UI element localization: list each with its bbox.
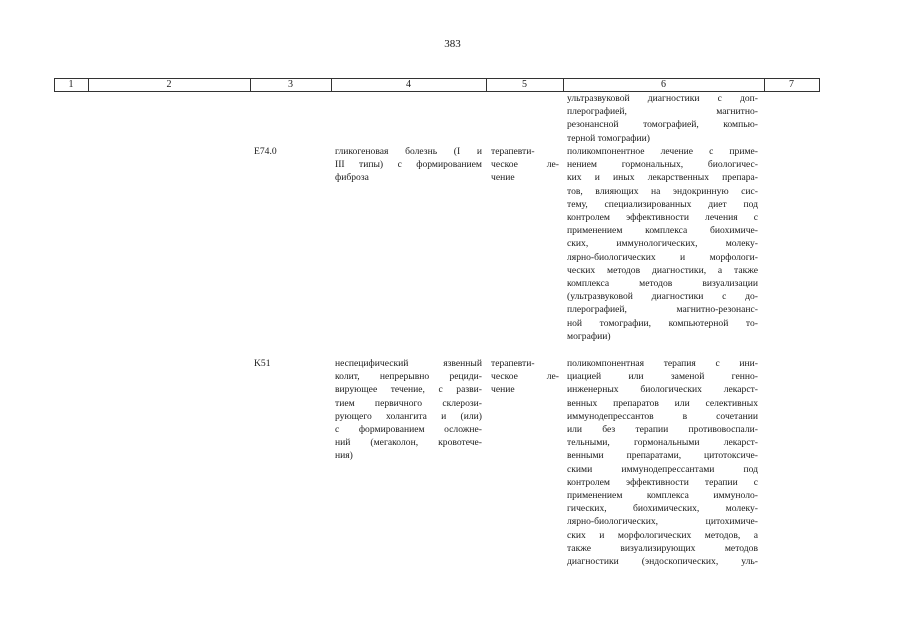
disease-code: K51 xyxy=(254,358,271,369)
text-line: ческое ле- xyxy=(491,159,559,171)
text-line: применением комплекса иммуноло- xyxy=(567,490,758,502)
text-line: резонансной томографией, компью- xyxy=(567,119,758,131)
treatment-type-cell xyxy=(491,145,559,185)
text-line: ультразвуковой диагностики с доп- xyxy=(567,93,758,104)
text-line: тему, специализированных диет под xyxy=(567,198,758,210)
text-line: с формированием осложне- xyxy=(335,424,482,436)
disease-code: E74.0 xyxy=(254,146,277,157)
text-line: III типы) с формированием xyxy=(335,159,482,171)
text-line: нением гормональных, биологичес- xyxy=(567,159,758,171)
text-line: тов, влияющих на эндокринную сис- xyxy=(567,185,758,197)
text-line: фиброза xyxy=(335,172,369,184)
text-line: диагностики (эндоскопических, уль- xyxy=(567,556,758,568)
header-col-7: 7 xyxy=(789,79,794,90)
text-line: плерографией, магнитно- xyxy=(567,106,758,118)
text-line: поликомпонентное лечение с приме- xyxy=(567,146,758,157)
text-line: контролем эффективности терапии с xyxy=(567,476,758,488)
text-line: мографии) xyxy=(567,330,611,342)
text-line: контролем эффективности лечения с xyxy=(567,212,758,224)
column-divider xyxy=(819,78,820,91)
header-col-3: 3 xyxy=(288,79,293,90)
text-line: рующего холангита и (или) xyxy=(335,410,482,422)
header-col-6: 6 xyxy=(661,79,666,90)
text-line: вирующее течение, с разви- xyxy=(335,384,482,396)
code-cell xyxy=(254,357,328,370)
text-line: венными препаратами, цитотоксиче- xyxy=(567,450,758,462)
text-line: применением комплекса биохимиче- xyxy=(567,225,758,237)
text-line: тием первичного склерози- xyxy=(335,397,482,409)
code-cell xyxy=(254,145,328,158)
treatment-method-cell xyxy=(567,145,758,343)
text-line: поликомпонентная терапия с ини- xyxy=(567,358,758,369)
text-line: ной томографии, компьютерной то- xyxy=(567,317,758,329)
continuation-text xyxy=(567,92,758,145)
treatment-method-cell xyxy=(567,357,758,568)
header-col-2: 2 xyxy=(166,79,172,90)
text-line: чение xyxy=(491,172,515,184)
header-col-5: 5 xyxy=(522,79,527,90)
text-line: гликогеновая болезнь (I и xyxy=(335,146,482,157)
header-col-1: 1 xyxy=(68,79,74,90)
treatment-type-cell xyxy=(491,357,559,397)
text-line: комплекса методов визуализации xyxy=(567,278,758,290)
header-col-4: 4 xyxy=(406,79,411,90)
text-line: ких и иных лекарственных препара- xyxy=(567,172,758,184)
text-line: венных препаратов или селективных xyxy=(567,397,758,409)
disease-cell xyxy=(335,145,482,185)
text-line: или без терапии противовоспали- xyxy=(567,424,758,436)
text-line: (ультразвуковой диагностики с до- xyxy=(567,291,758,303)
text-line: скими иммунодепрессантами под xyxy=(567,463,758,475)
text-line: также визуализирующих методов xyxy=(567,542,758,554)
disease-cell xyxy=(335,357,482,463)
text-line: ческое ле- xyxy=(491,371,559,383)
text-line: тельными, гормональными лекарст- xyxy=(567,437,758,449)
text-line: ний (мегаколон, кровотече- xyxy=(335,437,482,449)
text-line: инженерных биологических лекарст- xyxy=(567,384,758,396)
text-line: ческих методов диагностики, а также xyxy=(567,264,758,276)
text-line: чение xyxy=(491,384,515,396)
text-line: иммунодепрессантов в сочетании xyxy=(567,410,758,422)
text-line: терапевти- xyxy=(491,358,535,369)
text-line: ских и морфологических методов, а xyxy=(567,529,758,541)
text-line: гических, биохимических, молеку- xyxy=(567,503,758,515)
text-line: неспецифический язвенный xyxy=(335,358,482,369)
text-line: лярно-биологических и морфологи- xyxy=(567,251,758,263)
text-line: колит, непрерывно рециди- xyxy=(335,371,482,383)
text-line: ских, иммунологических, молеку- xyxy=(567,238,758,250)
page-number: 383 xyxy=(444,38,461,50)
text-line: ния) xyxy=(335,450,353,462)
text-line: терапевти- xyxy=(491,146,535,157)
text-line: терной томографии) xyxy=(567,132,650,144)
text-line: плерографией, магнитно-резонанс- xyxy=(567,304,758,316)
text-line: циацией или заменой генно- xyxy=(567,371,758,383)
text-line: лярно-биологических, цитохимиче- xyxy=(567,516,758,528)
